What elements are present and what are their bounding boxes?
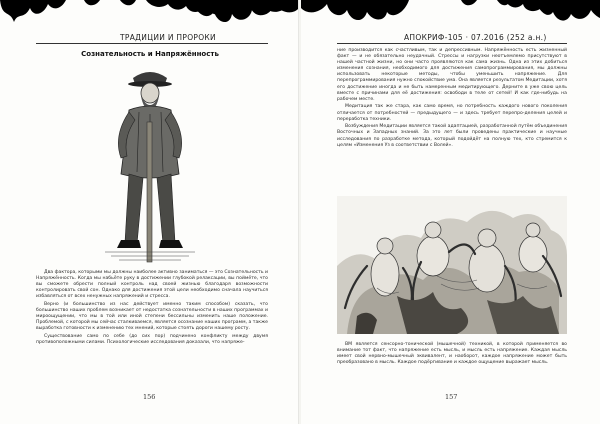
article-title: Сознательность и Напряжённость (81, 50, 219, 58)
right-page (301, 0, 600, 424)
right-page-lower-text (337, 342, 567, 368)
figure-in-hat-illustration (95, 62, 205, 267)
paragraph: ние производится как счастливым, так и депрессивным. Напряжённость есть жизненный факт — и не обязательно неудачный. Стрессы и нагрузки неотъемлемо присутствуют в нашей частной жизни, но они часто проявляются как сама жизнь. Одна из этих добиться изменения сознания, необходимого для достижения самопрограммирования, мы должны использовать некоторые методы, чтобы уменьшить напряжение. Для перепрограммирования нужно спокойствие ума. Она является результатом Медитации, хотя его достижение иногда и не быть намеренным медитирующего. Дерните в уже свою цель вместе с причинами для её достижения: освободи в теле от сетей! И как где-нибудь на рабочем месте. (337, 48, 567, 102)
right-page-body-text (337, 48, 567, 150)
paragraph: Верно (и большинство из нас действует именно таким способом) сказать, что большинство наших проблем возникает от недостатка сознательности в наших программах и мироощущении, что мы в той или иной степени бессильны изменить наше положение. Проблемой, с которой мы сейчас сталкиваемся, является осознание наших программ, а также выработка готовности к изменению тех мнений, которые стоять дороги нашему росту. (36, 302, 268, 332)
paragraph: Возбуждения Медитации является такой адаптацией, разработанной путём объединения Восточных и Западных знаний. За это лет были проведены практические и научные исследования по разработке метода, который подойдёт на полную тех, кто стремится к целям «Изменения Уз в соответствии с Волей». (337, 124, 567, 148)
running-head-left: ТРАДИЦИИ И ПРОРОКИ (120, 33, 216, 42)
paragraph: ВМ является сенсорно-тонической (мышечной) техникой, в которой применяется во внимание тот факт, что напряжение есть мысль, и мысль есть напряжение. Каждая мысль имеет свой нервно-мышечный эквивалент, и наоборот, каждое напряжение может быть преобразовано в мысль. Каждое подёргивание и каждое ощущение выражает мысль. (337, 342, 567, 366)
baroque-relief-illustration (337, 196, 567, 334)
right-page-flame-ornament (301, 0, 600, 30)
folio-right: 157 (445, 393, 458, 401)
folio-left: 156 (143, 393, 156, 401)
running-head-right: АПОКРИФ-105 · 07.2016 (252 а.н.) (404, 33, 547, 42)
paragraph: Медитация так же стара, как само время, но потребность каждого нового поколения отличается от потребностей — предыдущего — и здесь требует перепро-деления целей и переработка техники. (337, 104, 567, 122)
left-page-flame-ornament (0, 0, 299, 30)
left-page (0, 0, 299, 424)
header-rule-left (36, 43, 268, 44)
paragraph: Существование само по себе (до сих пор) подчинено конфликту между двумя противоположными силами. Психологические исследования доказали, что напряже- (36, 334, 268, 346)
left-page-body-text (36, 270, 268, 348)
paragraph: Два фактора, которыми мы должны наиболее активно заниматься — это Сознательность и Напряжённость. Когда мы набьёте руку в достижении глубокой релаксации, вы поймёте, что вы сможете обрести полный контроль над своей жизнью благодаря возможности контролировать свой сон. Однако для достижения этой цели необходимо сначала научиться избавляться от всех ненужных напряжений и стресса. (36, 270, 268, 300)
header-rule-right (337, 43, 567, 44)
